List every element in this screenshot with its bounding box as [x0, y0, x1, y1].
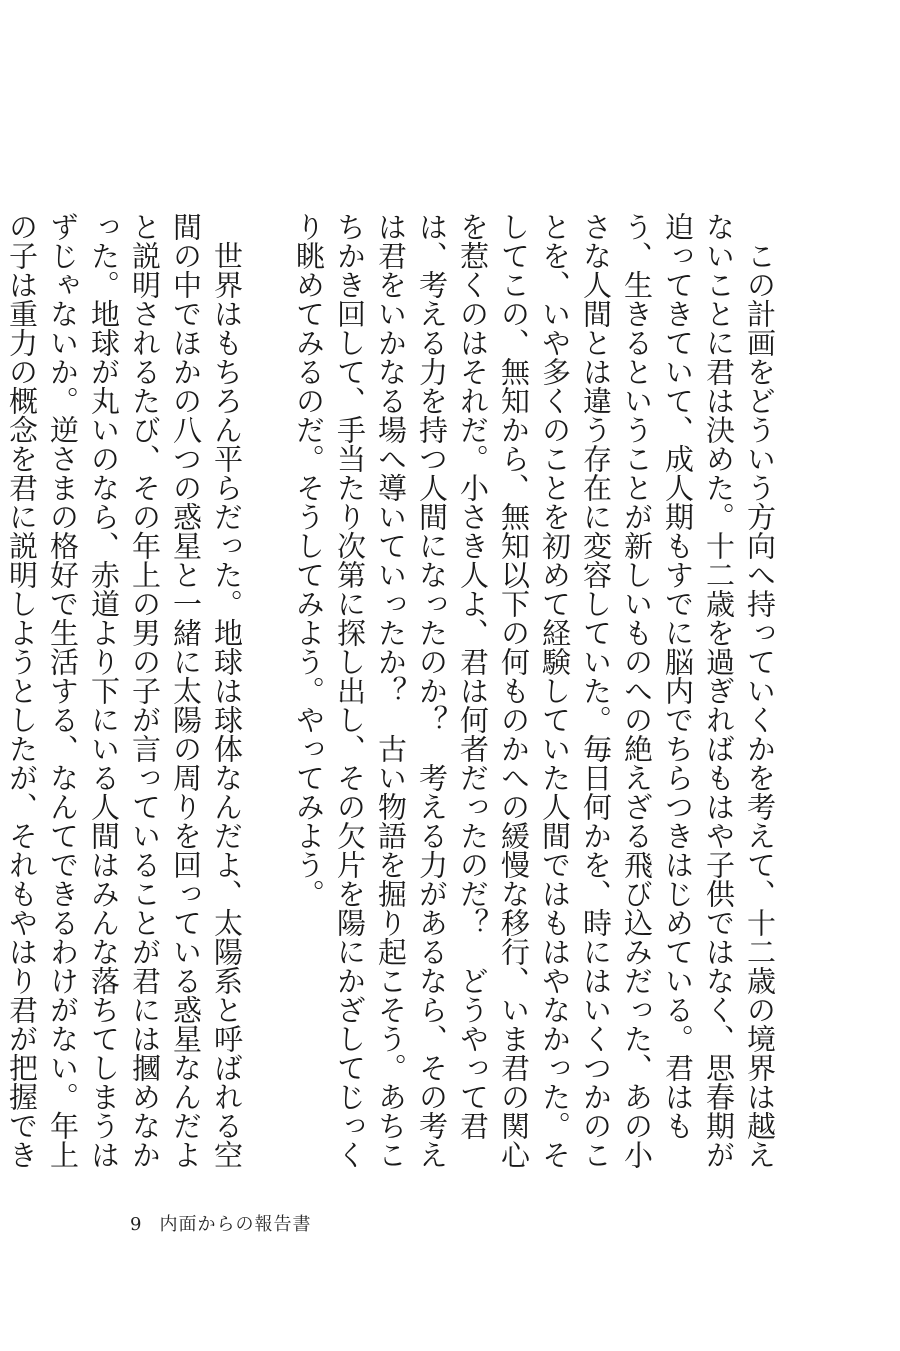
page-footer: [130, 1210, 311, 1240]
running-title: 内面からの報告書: [159, 1214, 312, 1235]
page-number: 9: [130, 1214, 142, 1235]
paragraph-1: この計画をどういう方向へ持っていくかを考えて、十二歳の境界は越えないことに君は決めた。十二歳を過ぎればもはや子供ではなく、思春期が迫ってきていて、成人期もすでに脳内でちらつきはじめている。君はもう、生きるということが新しいものへの絶えざる飛び込みだった、あの小さな人間とは違う存在に変容していた。毎日何かを、時にはいくつかのことを、いや多くのことを初めて経験していた人間ではもはやなかった。そしてこの、無知から、無知以下の何ものかへの緩慢な移行、いま君の関心を惹くのはそれだ。小さき人よ、君は何者だったのだ？ どうやって君は、考える力を持つ人間になったのか？ 考える力があるなら、その考えは君をいかなる場へ導いていったか？ 古い物語を掘り起こそう。あちこちかき回して、手当たり次第に探し出し、その欠片を陽にかざしてじっくり眺めてみるのだ。そうしてみよう。やってみよう。: [292, 212, 777, 1169]
paragraph-2: 世界はもちろん平らだった。地球は球体なんだよ、太陽系と呼ばれる空間の中でほかの八つの惑星と一緒に太陽の周りを回っている惑星なんだよと説明されるたび、その年上の男の子が言っていることが君には摑めなかった。地球が丸いのなら、赤道より下にいる人間はみんな落ちてしまうはずじゃないか。逆さまの格好で生活する、なんてできるわけがない。年上の子は重力の概念を君に説明しようとしたが、それもやはり君が把握でき: [5, 212, 244, 1169]
body-text: [5, 212, 780, 1172]
paragraph-spacer: [247, 212, 288, 1172]
